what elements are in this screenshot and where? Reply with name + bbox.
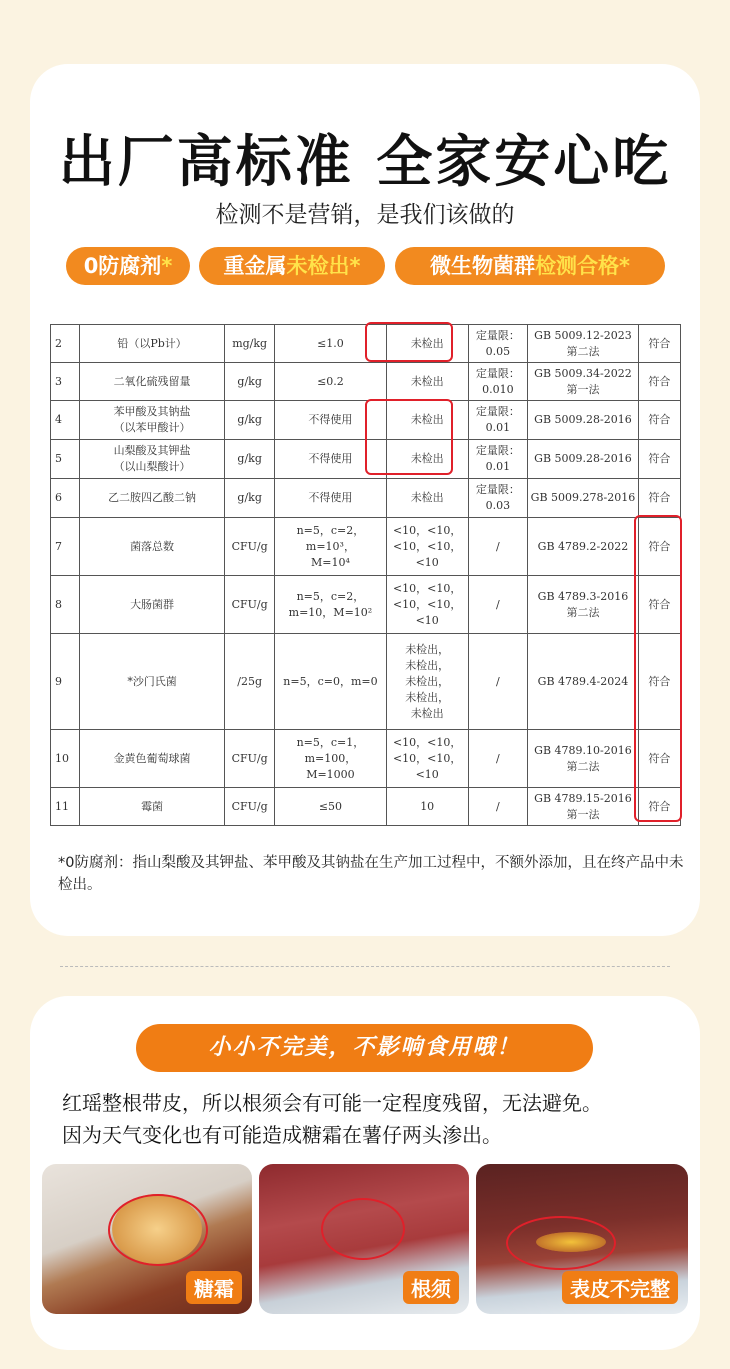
- cell-verdict: 符合: [638, 634, 680, 730]
- photo-root-hairs: [259, 1164, 469, 1314]
- cell-no: 2: [51, 325, 80, 363]
- pill-star: *: [161, 254, 173, 278]
- cell-req: 不得使用: [275, 479, 387, 518]
- pill-microbes: [395, 247, 665, 285]
- highlight-ring: [321, 1198, 405, 1260]
- imperfection-banner: 小小不完美，不影响食用哦！: [136, 1024, 593, 1072]
- cell-method: GB 4789.4-2024: [528, 634, 639, 730]
- cell-item: 二氧化硫残留量: [79, 363, 224, 401]
- cell-result: 10: [386, 788, 468, 826]
- cell-limit: 定量限： 0.01: [468, 440, 528, 479]
- cell-result: <10，<10， <10，<10， <10: [386, 518, 468, 576]
- cell-method: GB 4789.15-2016 第一法: [528, 788, 639, 826]
- cell-method: GB 4789.3-2016 第二法: [528, 576, 639, 634]
- cell-limit: 定量限： 0.05: [468, 325, 528, 363]
- cell-limit: 定量限： 0.010: [468, 363, 528, 401]
- cell-result: 未检出: [386, 440, 468, 479]
- cell-unit: CFU/g: [225, 576, 275, 634]
- cell-method: GB 5009.28-2016: [528, 440, 639, 479]
- cell-item: 菌落总数: [79, 518, 224, 576]
- table-row: [51, 788, 681, 826]
- cell-no: 7: [51, 518, 80, 576]
- cell-limit: 定量限： 0.03: [468, 479, 528, 518]
- cell-limit: /: [468, 634, 528, 730]
- cell-no: 9: [51, 634, 80, 730]
- cell-method: GB 4789.2-2022: [528, 518, 639, 576]
- highlight-ring: [506, 1216, 616, 1270]
- table-row: [51, 518, 681, 576]
- cell-unit: mg/kg: [225, 325, 275, 363]
- page-title: 出厂高标准 全家安心吃: [58, 130, 672, 195]
- cell-no: 10: [51, 730, 80, 788]
- cell-limit: /: [468, 730, 528, 788]
- cell-result: 未检出: [386, 479, 468, 518]
- cell-unit: g/kg: [225, 479, 275, 518]
- cell-item: 大肠菌群: [79, 576, 224, 634]
- cell-verdict: 符合: [638, 479, 680, 518]
- cell-method: GB 5009.34-2022 第一法: [528, 363, 639, 401]
- cell-no: 11: [51, 788, 80, 826]
- pill-no-preservative: [66, 247, 190, 285]
- pill-highlight: 检测合格: [535, 254, 619, 278]
- cell-unit: CFU/g: [225, 730, 275, 788]
- photo-label: 糖霜: [186, 1271, 242, 1304]
- cell-item: 铅（以Pb计）: [79, 325, 224, 363]
- cell-req: ≤0.2: [275, 363, 387, 401]
- cell-item: 山梨酸及其钾盐 （以山梨酸计）: [79, 440, 224, 479]
- divider: [60, 966, 670, 967]
- cell-no: 4: [51, 401, 80, 440]
- description-line-1: 红瑶整根带皮，所以根须会有可能一定程度残留，无法避免。: [62, 1091, 602, 1115]
- cell-result: <10，<10， <10，<10， <10: [386, 730, 468, 788]
- cell-result: 未检出: [386, 363, 468, 401]
- pill-text: 微生物菌群: [430, 254, 535, 278]
- cell-req: ≤1.0: [275, 325, 387, 363]
- cell-result: 未检出: [386, 401, 468, 440]
- cell-unit: CFU/g: [225, 788, 275, 826]
- cell-method: GB 4789.10-2016 第二法: [528, 730, 639, 788]
- cell-item: 金黄色葡萄球菌: [79, 730, 224, 788]
- cell-unit: /25g: [225, 634, 275, 730]
- photo-label: 根须: [403, 1271, 459, 1304]
- cell-verdict: 符合: [638, 730, 680, 788]
- pill-heavy-metal: [199, 247, 385, 285]
- highlight-box-verdicts: [634, 515, 682, 822]
- cell-req: ≤50: [275, 788, 387, 826]
- photo-label: 表皮不完整: [562, 1271, 678, 1304]
- photo-sugar-frost: [42, 1164, 252, 1314]
- highlight-box-lead: [365, 322, 453, 362]
- cell-req: n=5，c=2，m=10³， M=10⁴: [275, 518, 387, 576]
- pill-star: *: [349, 254, 361, 278]
- cell-result: 未检出: [386, 325, 468, 363]
- cell-result: 未检出， 未检出， 未检出， 未检出， 未检出: [386, 634, 468, 730]
- pill-star: *: [619, 254, 630, 278]
- photo-incomplete-skin: [476, 1164, 688, 1314]
- cell-req: 不得使用: [275, 440, 387, 479]
- cell-verdict: 符合: [638, 788, 680, 826]
- cell-limit: /: [468, 576, 528, 634]
- cell-result: <10，<10， <10，<10， <10: [386, 576, 468, 634]
- cell-item: *沙门氏菌: [79, 634, 224, 730]
- cell-verdict: 符合: [638, 401, 680, 440]
- cell-limit: /: [468, 518, 528, 576]
- table-row: [51, 479, 681, 518]
- cell-no: 5: [51, 440, 80, 479]
- page-subtitle: 检测不是营销，是我们该做的: [215, 202, 515, 228]
- table-row: [51, 730, 681, 788]
- cell-req: n=5，c=1，m=100， M=1000: [275, 730, 387, 788]
- cell-method: GB 5009.28-2016: [528, 401, 639, 440]
- cell-limit: 定量限： 0.01: [468, 401, 528, 440]
- pill-text: 重金属: [223, 254, 287, 278]
- cell-item: 霉菌: [79, 788, 224, 826]
- description-line-2: 因为天气变化也有可能造成糖霜在薯仔两头渗出。: [62, 1123, 502, 1147]
- cell-unit: g/kg: [225, 440, 275, 479]
- table-row: [51, 363, 681, 401]
- test-report-table: [50, 324, 681, 826]
- cell-no: 8: [51, 576, 80, 634]
- highlight-ring: [108, 1194, 208, 1266]
- cell-item: 苯甲酸及其钠盐 （以苯甲酸计）: [79, 401, 224, 440]
- cell-unit: g/kg: [225, 363, 275, 401]
- cell-no: 6: [51, 479, 80, 518]
- cell-no: 3: [51, 363, 80, 401]
- cell-req: n=5，c=0，m=0: [275, 634, 387, 730]
- highlight-box-preservatives: [365, 399, 453, 475]
- table-row: [51, 634, 681, 730]
- pill-text: 0防腐剂: [83, 254, 162, 278]
- cell-limit: /: [468, 788, 528, 826]
- cell-verdict: 符合: [638, 518, 680, 576]
- cell-verdict: 符合: [638, 363, 680, 401]
- cell-unit: g/kg: [225, 401, 275, 440]
- pill-highlight: 未检出: [286, 254, 350, 278]
- cell-req: n=5，c=2，m=10，M=10²: [275, 576, 387, 634]
- cell-req: 不得使用: [275, 401, 387, 440]
- footnote: *0防腐剂：指山梨酸及其钾盐、苯甲酸及其钠盐在生产加工过程中，不额外添加，且在终产品中未检出。: [58, 855, 684, 893]
- cell-verdict: 符合: [638, 325, 680, 363]
- cell-method: GB 5009.12-2023 第二法: [528, 325, 639, 363]
- cell-method: GB 5009.278-2016: [528, 479, 639, 518]
- cell-verdict: 符合: [638, 576, 680, 634]
- table-row: [51, 576, 681, 634]
- cell-verdict: 符合: [638, 440, 680, 479]
- cell-unit: CFU/g: [225, 518, 275, 576]
- cell-item: 乙二胺四乙酸二钠: [79, 479, 224, 518]
